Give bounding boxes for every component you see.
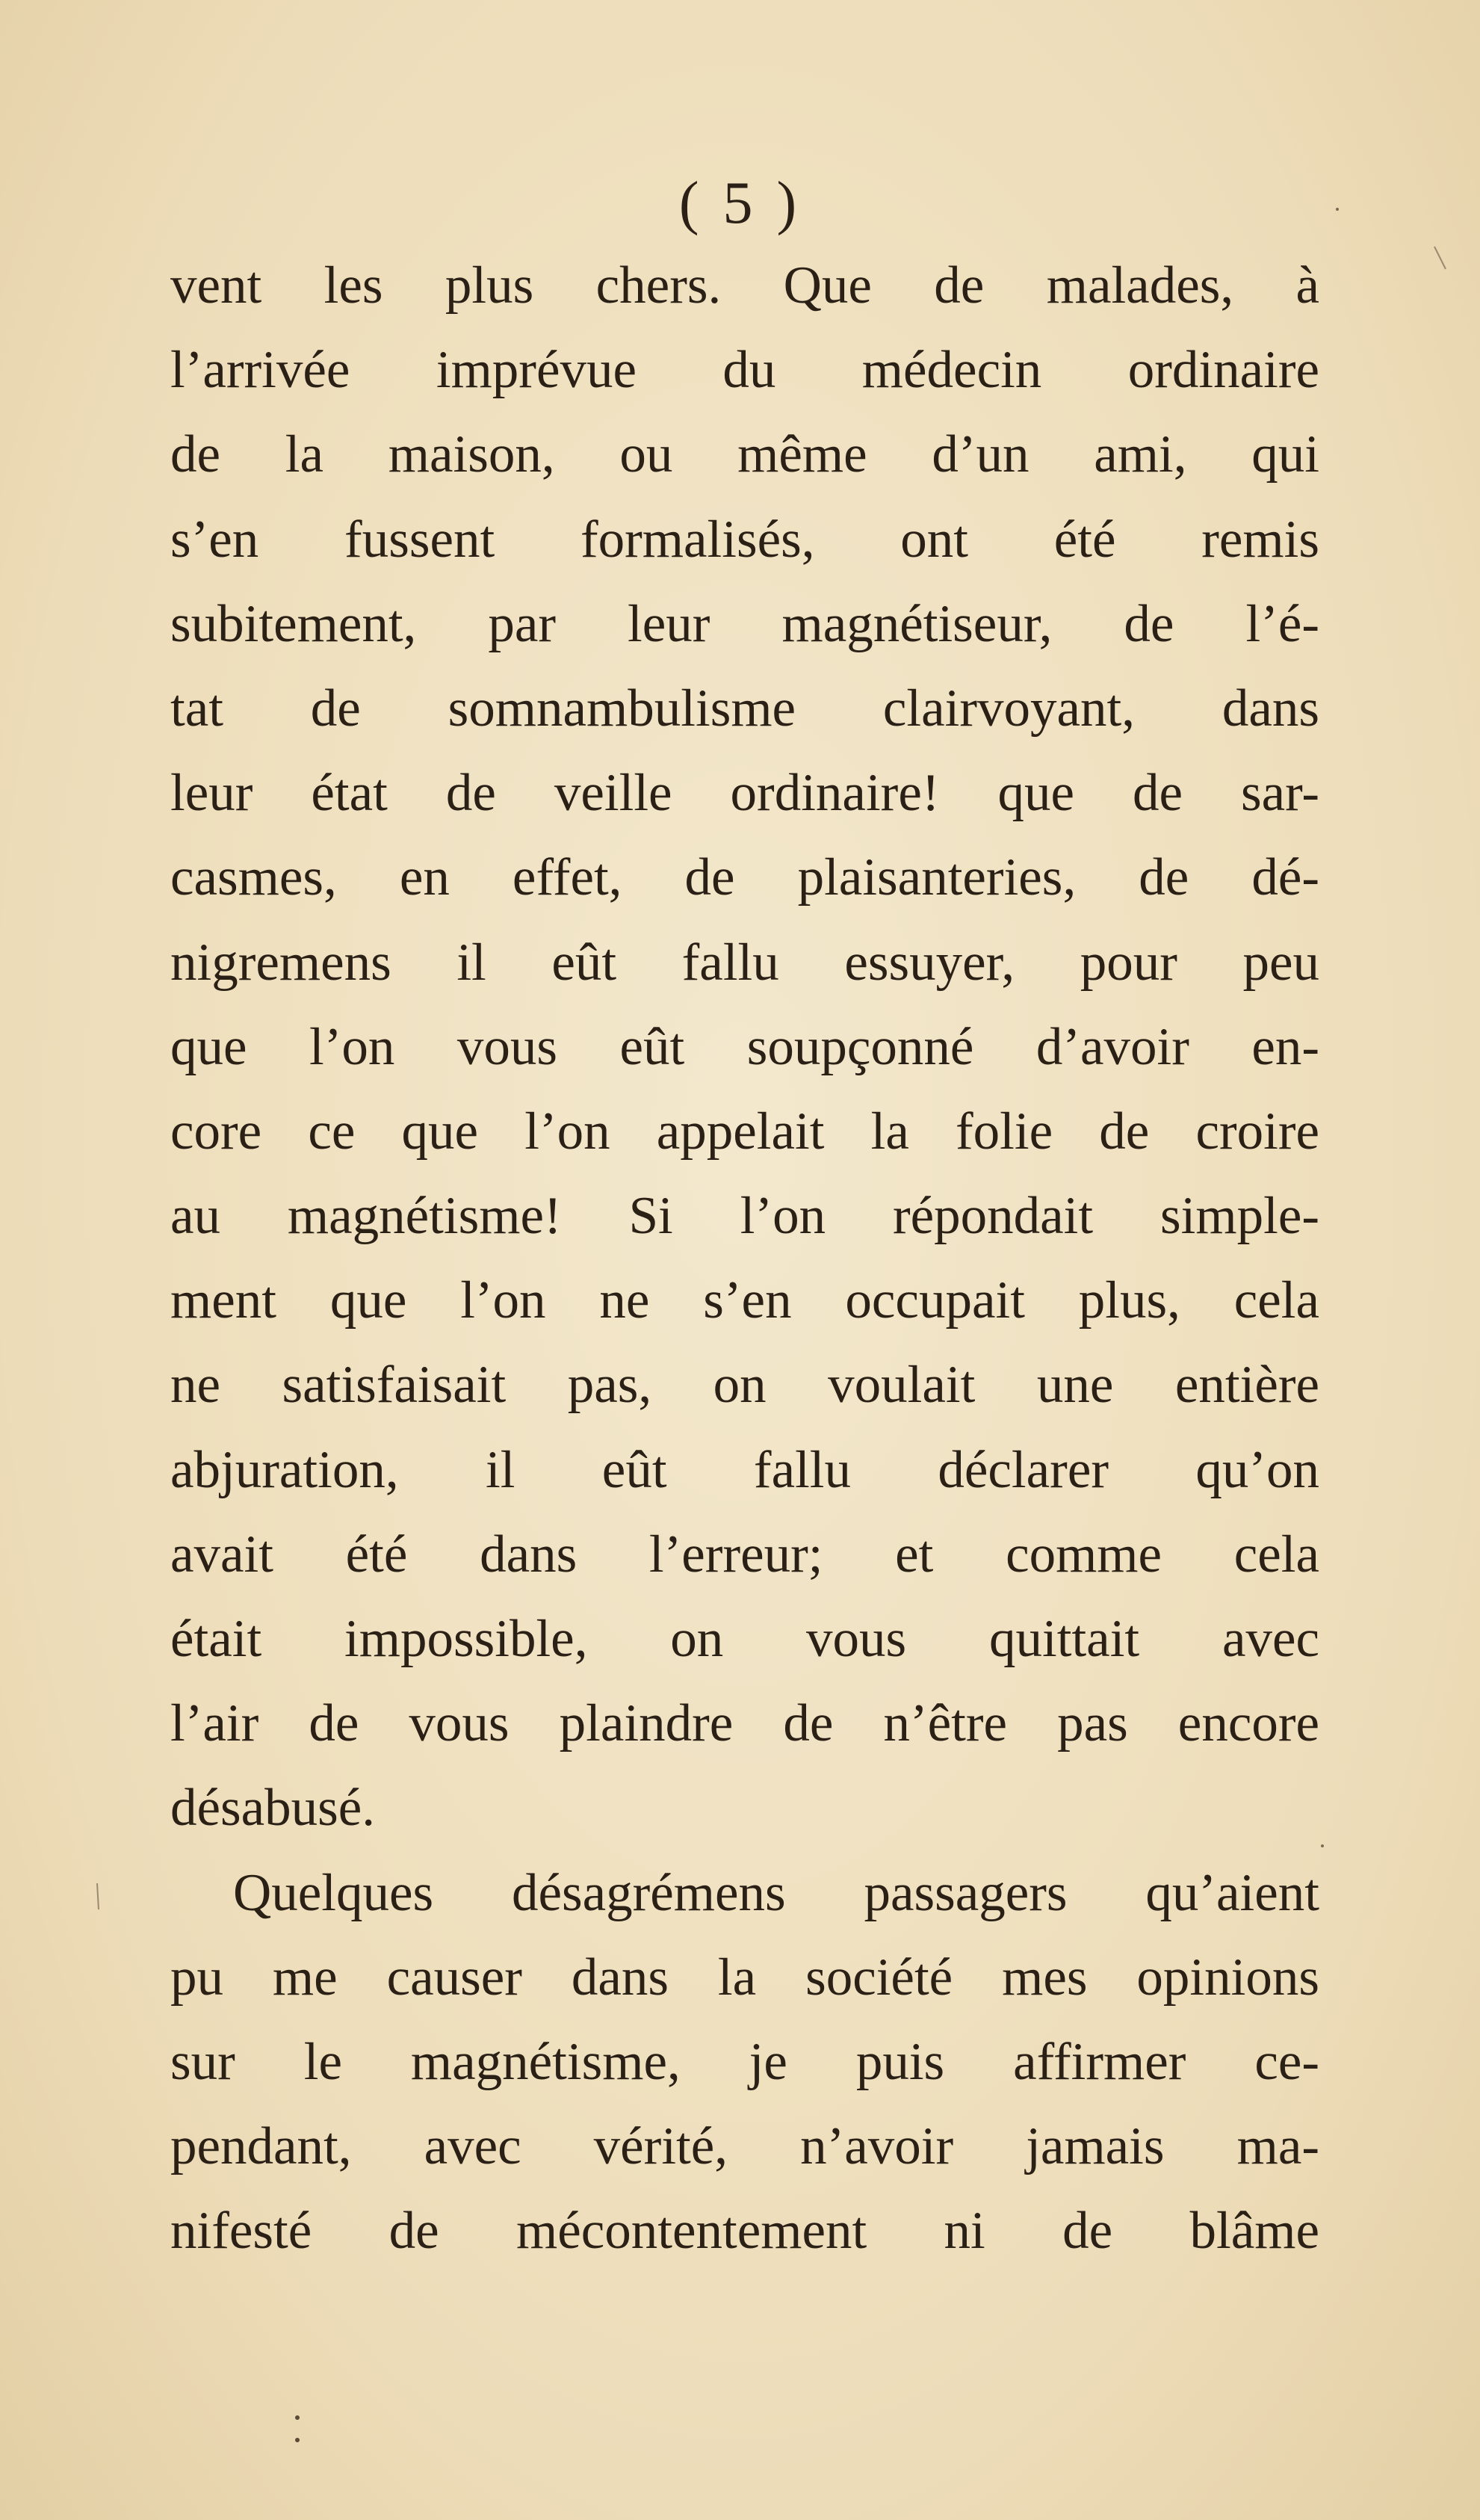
ink-speck <box>295 2438 300 2442</box>
text-line: ne satisfaisait pas, on voulait une entière <box>170 1356 1319 1415</box>
text-line: avait été dans l’erreur; et comme cela <box>170 1525 1319 1584</box>
text-line: s’en fussent formalisés, ont été remis <box>170 510 1319 569</box>
paper-mark <box>1434 247 1446 269</box>
ink-speck <box>1336 208 1339 211</box>
text-line: abjuration, il eût fallu déclarer qu’on <box>170 1440 1319 1499</box>
text-line: subitement, par leur magnétiseur, de l’é- <box>170 594 1319 653</box>
text-line: tat de somnambulisme clairvoyant, dans <box>170 679 1319 738</box>
text-line: casmes, en effet, de plaisanteries, de dé- <box>170 848 1319 907</box>
text-line: pendant, avec vérité, n’avoir jamais ma- <box>170 2117 1319 2176</box>
paper-mark <box>97 1883 99 1909</box>
text-line: pu me causer dans la société mes opinions <box>170 1948 1319 2007</box>
text-line: ment que l’on ne s’en occupait plus, cela <box>170 1271 1319 1330</box>
text-line: Quelques désagrémens passagers qu’aient <box>233 1863 1319 1922</box>
text-line: au magnétisme! Si l’on répondait simple- <box>170 1187 1319 1246</box>
text-line: désabusé. <box>170 1779 376 1838</box>
ink-speck <box>1321 1844 1324 1847</box>
text-line: vent les plus chers. Que de malades, à <box>170 256 1319 315</box>
text-line: nifesté de mécontentement ni de blâme <box>170 2202 1319 2261</box>
text-line: sur le magnétisme, je puis affirmer ce- <box>170 2032 1319 2091</box>
text-line: était impossible, on vous quittait avec <box>170 1610 1319 1668</box>
text-line: core ce que l’on appelait la folie de croire <box>170 1102 1319 1161</box>
text-line: l’arrivée imprévue du médecin ordinaire <box>170 341 1319 400</box>
text-line: nigremens il eût fallu essuyer, pour peu <box>170 933 1319 992</box>
ink-speck <box>295 2415 300 2420</box>
text-line: que l’on vous eût soupçonné d’avoir en- <box>170 1017 1319 1076</box>
text-line: l’air de vous plaindre de n’être pas encore <box>170 1694 1319 1753</box>
page-number: ( 5 ) <box>678 170 802 236</box>
text-line: leur état de veille ordinaire! que de sar- <box>170 764 1319 823</box>
text-line: de la maison, ou même d’un ami, qui <box>170 425 1319 484</box>
